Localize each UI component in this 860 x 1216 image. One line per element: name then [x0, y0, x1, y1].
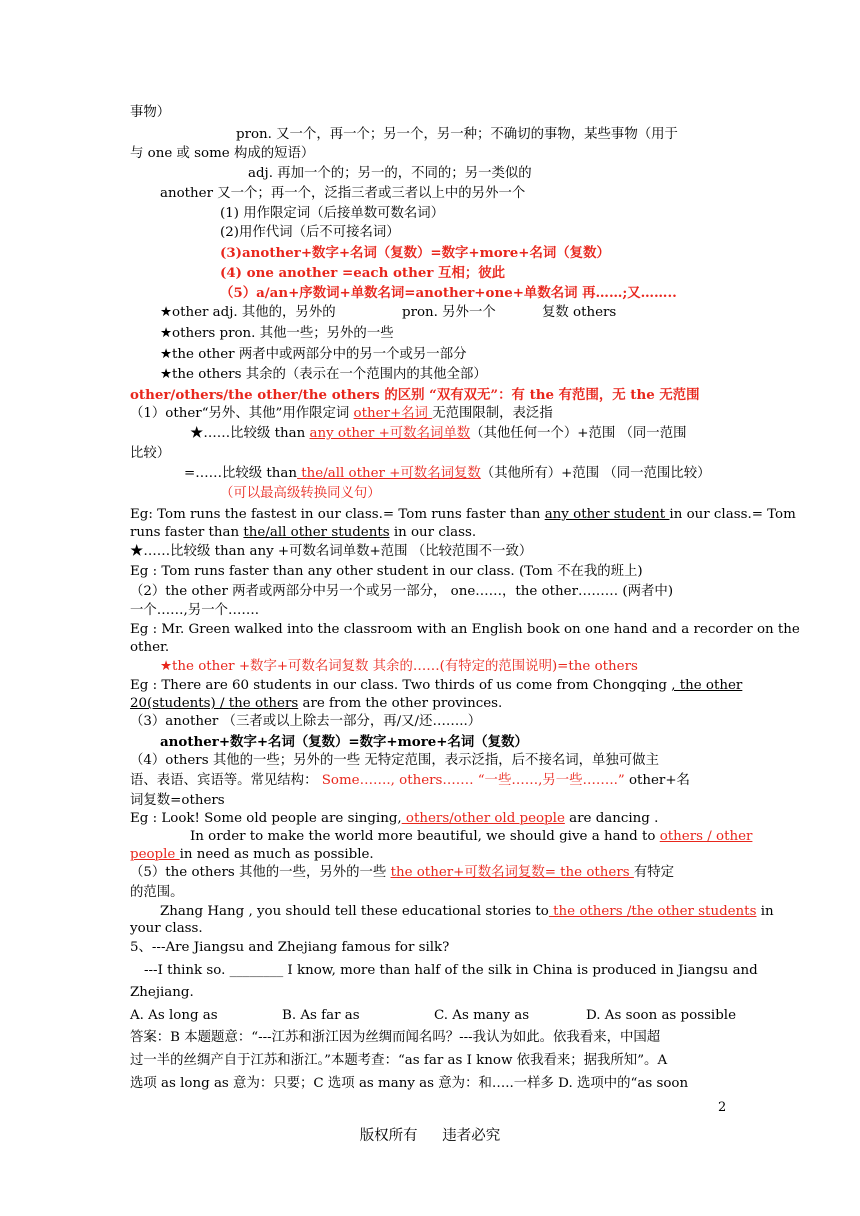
text-line: pron. 又一个，再一个；另一个，另一种；不确切的事物，某些事物（用于 [236, 127, 678, 142]
text-seg: other+名 [624, 773, 690, 788]
text-seg: In order to make the world more beautiful, we should give a hand to [190, 829, 660, 844]
text-line: (1) 用作限定词（后接单数可数名词） [220, 206, 445, 221]
text-line: ★others pron. 其他一些；另外的一些 [160, 326, 394, 341]
text-seg: in need as much as possible. [179, 847, 374, 862]
option-c: C. As many as [434, 1008, 530, 1023]
rule-line: （5）a/an+序数词+单数名词=another+one+单数名词 再……;又…….. [220, 285, 677, 301]
text-seg: pron. 另外一个 [402, 305, 496, 320]
text-seg: ★……比较级 than [190, 426, 310, 441]
text-seg: are dancing . [564, 811, 659, 826]
text-seg: in [756, 904, 774, 919]
answer-line: 选项 as long as 意为：只要；C 选项 as many as 意为：和…..一样多 D. 选项中的“as soon [130, 1076, 689, 1091]
text-line [190, 425, 732, 443]
question-line: ---I think so. ________ I know, more than half of the silk in China is produced in Jiangsu and [144, 963, 758, 978]
text-seg: 无范围限制，表泛指 [432, 406, 553, 421]
text-line: adj. 再加一个的；另一的，不同的；另一类似的 [248, 166, 532, 181]
underlined-text: people [130, 847, 180, 862]
underlined-text: others/other old people [401, 811, 565, 826]
options-line [130, 1007, 736, 1025]
text-line [130, 524, 732, 542]
text-line: 事物） [130, 105, 171, 120]
text-line: ★the other 两者中或两部分中的另一个或另一部分 [160, 347, 467, 362]
text-line: 的范围。 [130, 885, 184, 900]
footer-right: 违者必究 [442, 1128, 501, 1144]
text-seg: （5）the others 其他的一些，另外的一些 [130, 865, 391, 880]
text-seg: in our class.= Tom [669, 507, 796, 522]
option-b: B. As far as [282, 1008, 360, 1023]
text-line: Eg : Mr. Green walked into the classroom with an English book on one hand and a recorder on the [130, 622, 800, 637]
text-line [130, 677, 743, 695]
text-line: （可以最高级转换同义句） [220, 486, 381, 501]
text-line [160, 903, 774, 921]
underlined-text: any other student [544, 507, 670, 522]
text-seg: 语、表语、宾语等。常见结构： [130, 773, 322, 788]
text-seg: 有特定 [633, 865, 675, 880]
underlined-text: , the other [671, 678, 743, 693]
underlined-text: the others /the other students [548, 904, 757, 919]
question-line: Zhejiang. [130, 985, 194, 1000]
text-seg: Eg : Look! Some old people are singing, [130, 811, 402, 826]
text-line [130, 810, 732, 828]
underlined-text: the/all other students [243, 525, 390, 540]
highlight-text: Some……., others……. “一些……,另一些……..” [321, 773, 625, 788]
text-seg: （1）other“另外、其他”用作限定词 [130, 406, 354, 421]
page-number: 2 [718, 1100, 727, 1115]
underlined-text: the other+可数名词复数= the others [390, 865, 634, 880]
text-seg: Eg : There are 60 students in our class. Two thirds of us come from Chongqing [130, 678, 672, 693]
text-line [130, 405, 732, 423]
text-seg: 复数 others [542, 305, 617, 320]
text-line: another 又一个；再一个，泛指三者或三者以上中的另外一个 [160, 186, 526, 201]
text-line [130, 695, 732, 713]
rule-line: (4) one another =each other 互相；彼此 [220, 265, 506, 281]
underlined-text: the/all other +可数名词复数 [297, 466, 481, 481]
footer [0, 1124, 860, 1145]
underlined-text: 20(students) / the others [130, 696, 299, 711]
text-line: your class. [130, 921, 203, 936]
text-line: 与 one 或 some 构成的短语） [130, 146, 315, 161]
text-line: another+数字+名词（复数）=数字+more+名词（复数） [160, 734, 528, 750]
question-line: 5、---Are Jiangsu and Zhejiang famous for silk? [130, 940, 450, 955]
text-line [190, 828, 753, 846]
text-seg: in our class. [389, 525, 477, 540]
text-line: ★……比较级 than any +可数名词单数+范围 （比较范围不一致） [130, 544, 533, 559]
section-heading: other/others/the other/the others 的区别 “双有双无”：有 the 有范围，无 the 无范围 [130, 387, 700, 403]
text-seg: （其他所有）+范围 （同一范围比较） [480, 466, 711, 481]
text-seg: Zhang Hang , you should tell these educational stories to [160, 904, 549, 919]
text-seg: =……比较级 than [184, 466, 298, 481]
footer-left: 版权所有 [359, 1128, 418, 1144]
answer-line: 答案：B 本题题意：“---江苏和浙江因为丝绸而闻名吗？---我认为如此。依我看来，中国超 [130, 1030, 661, 1045]
text-line [130, 846, 732, 864]
text-seg: runs faster than [130, 525, 244, 540]
text-line: other. [130, 640, 170, 655]
rule-line: (3)another+数字+名词（复数）=数字+more+名词（复数） [220, 245, 610, 261]
text-line: (2)用作代词（后不可接名词） [220, 225, 400, 240]
text-line: （2）the other 两者或两部分中另一个或另一部分， one……，the other……… (两者中) [130, 584, 674, 599]
text-line [160, 304, 762, 322]
option-a: A. As long as [130, 1008, 218, 1023]
text-line: （4）others 其他的一些；另外的一些 无特定范围，表示泛指，后不接名词，单独可做主 [130, 753, 659, 768]
underlined-text: any other +可数名词单数 [309, 426, 471, 441]
text-line: 比较） [130, 446, 171, 461]
text-line: ★the others 其余的（表示在一个范围内的其他全部） [160, 367, 487, 382]
text-seg: （其他任何一个）+范围 （同一范围 [470, 426, 687, 441]
option-d: D. As soon as possible [586, 1008, 736, 1023]
text-line: ★the other +数字+可数名词复数 其余的……(有特定的范围说明)=the others [160, 659, 638, 674]
text-line: Eg : Tom runs faster than any other student in our class. (Tom 不在我的班上) [130, 564, 643, 579]
text-line: 词复数=others [130, 793, 225, 808]
answer-line: 过一半的丝绸产自于江苏和浙江。”本题考查：“as far as I know 依我看来；据我所知”。A [130, 1053, 668, 1068]
text-line [130, 864, 732, 882]
text-line [130, 772, 732, 790]
text-seg: ★other adj. 其他的，另外的 [160, 305, 336, 320]
text-seg: Eg: Tom runs the fastest in our class.= Tom runs faster than [130, 507, 545, 522]
text-seg: are from the other provinces. [298, 696, 503, 711]
underlined-text: other+名词 [353, 406, 433, 421]
text-line: 一个……,另一个……. [130, 603, 260, 618]
text-line: （3）another （三者或以上除去一部分，再/又/还……..） [130, 714, 482, 729]
text-line [130, 506, 796, 524]
underlined-text: others / other [659, 829, 753, 844]
text-line [184, 465, 732, 483]
